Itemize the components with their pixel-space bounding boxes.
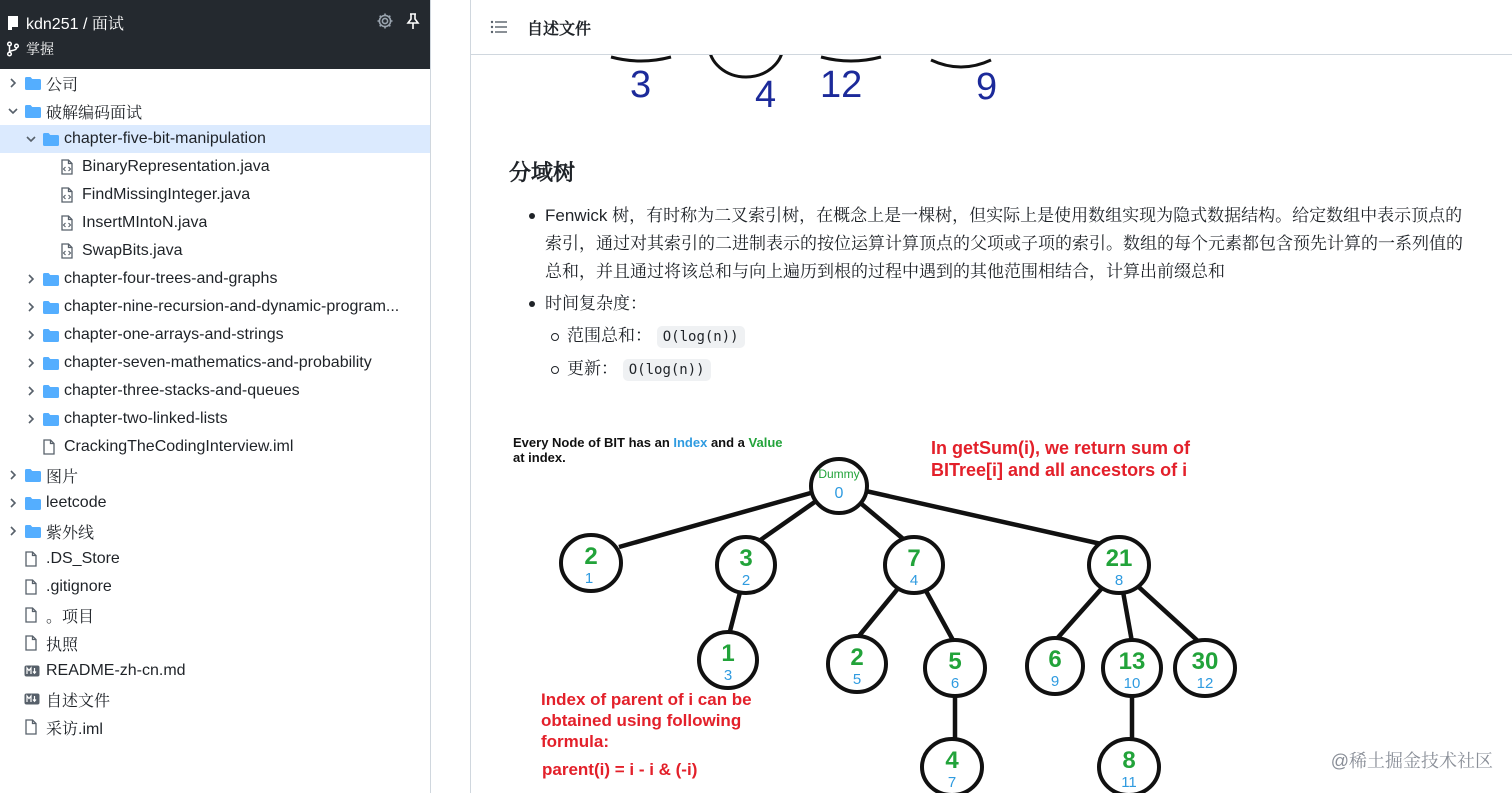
tree-item-label: chapter-five-bit-manipulation bbox=[64, 130, 266, 147]
branch-icon bbox=[6, 41, 20, 57]
tree-item-label: CrackingTheCodingInterview.iml bbox=[64, 438, 294, 455]
tree-item-label: leetcode bbox=[46, 494, 107, 511]
tree-file[interactable] bbox=[0, 685, 431, 713]
tree-item-label: chapter-nine-recursion-and-dynamic-program... bbox=[64, 298, 400, 315]
tree-item-label: chapter-one-arrays-and-strings bbox=[64, 326, 284, 343]
tree-file[interactable] bbox=[0, 545, 431, 573]
tree-item-label: 执照 bbox=[46, 636, 79, 654]
tree-file[interactable] bbox=[0, 181, 431, 209]
node-value: 30 bbox=[1191, 648, 1219, 675]
tree-item-label: 公司 bbox=[46, 76, 79, 94]
tree-folder[interactable] bbox=[0, 377, 431, 405]
tree-item-label: README-zh-cn.md bbox=[46, 662, 186, 679]
node-index: 7 bbox=[947, 774, 957, 791]
list-icon[interactable] bbox=[489, 17, 509, 37]
tree-file[interactable] bbox=[0, 657, 431, 685]
binary-indexed-tree-figure bbox=[509, 432, 1249, 793]
formula-note: formula: bbox=[541, 732, 609, 751]
tree-file[interactable] bbox=[0, 713, 431, 741]
chevron-right-icon[interactable] bbox=[24, 384, 38, 398]
tree-folder[interactable] bbox=[0, 489, 431, 517]
file-code-icon bbox=[60, 187, 78, 203]
readme-title: 自述文件 bbox=[527, 20, 592, 38]
node-index: 4 bbox=[909, 572, 919, 589]
folder-icon bbox=[42, 327, 60, 343]
list-item bbox=[529, 290, 1469, 318]
readme-panel bbox=[470, 0, 1512, 793]
folder-icon bbox=[42, 355, 60, 371]
node-index: 1 bbox=[584, 570, 594, 587]
file-code-icon bbox=[60, 215, 78, 231]
chevron-right-icon[interactable] bbox=[6, 496, 20, 510]
node-value: 2 bbox=[850, 644, 864, 671]
gear-icon[interactable] bbox=[376, 12, 394, 30]
section-heading: 分域树 bbox=[509, 160, 576, 185]
branch-name[interactable]: 掌握 bbox=[26, 41, 54, 57]
formula-note: Index of parent of i can be bbox=[541, 690, 752, 709]
tree-item-label: SwapBits.java bbox=[82, 242, 183, 259]
node-index: 11 bbox=[1121, 774, 1137, 791]
node-value: 6 bbox=[1048, 646, 1062, 673]
repo-icon bbox=[6, 15, 20, 31]
sub-item-label: 范围总和： bbox=[567, 326, 652, 345]
file-icon bbox=[24, 579, 42, 595]
tree-file[interactable] bbox=[0, 209, 431, 237]
tree-folder[interactable] bbox=[0, 321, 431, 349]
tree-item-label: 自述文件 bbox=[46, 692, 111, 710]
formula-note: obtained using following bbox=[541, 711, 742, 730]
tree-item-label: 图片 bbox=[46, 468, 79, 486]
inline-code: O(log(n)) bbox=[657, 326, 745, 348]
pin-icon[interactable] bbox=[404, 12, 422, 30]
folder-icon bbox=[24, 467, 42, 483]
tree-item-label: BinaryRepresentation.java bbox=[82, 158, 270, 175]
node-index: 2 bbox=[741, 572, 751, 589]
file-code-icon bbox=[60, 159, 78, 175]
tree-file[interactable] bbox=[0, 573, 431, 601]
sub-list-item bbox=[529, 322, 1469, 351]
chevron-right-icon[interactable] bbox=[24, 272, 38, 286]
node-index: 0 bbox=[834, 485, 844, 502]
markdown-icon bbox=[24, 663, 42, 679]
node-value: 7 bbox=[907, 545, 921, 572]
file-icon bbox=[24, 607, 42, 623]
chevron-right-icon[interactable] bbox=[24, 412, 38, 426]
tree-file[interactable] bbox=[0, 433, 431, 461]
node-index: 12 bbox=[1196, 675, 1214, 692]
readme-header bbox=[471, 0, 1512, 55]
chevron-right-icon[interactable] bbox=[24, 300, 38, 314]
tree-item-label: chapter-four-trees-and-graphs bbox=[64, 270, 278, 287]
repo-title[interactable]: kdn251 / 面试 bbox=[26, 16, 124, 33]
tree-folder[interactable] bbox=[0, 265, 431, 293]
chevron-right-icon[interactable] bbox=[24, 356, 38, 370]
folder-icon bbox=[24, 75, 42, 91]
folder-icon bbox=[42, 411, 60, 427]
node-index: 6 bbox=[950, 675, 960, 692]
repo-title-row[interactable] bbox=[6, 11, 124, 34]
top-figure-number: 12 bbox=[820, 64, 863, 106]
figure-note: In getSum(i), we return sum of bbox=[931, 438, 1191, 458]
tree-folder[interactable] bbox=[0, 69, 431, 97]
inline-code: O(log(n)) bbox=[623, 359, 711, 381]
file-icon bbox=[24, 719, 42, 735]
chevron-right-icon[interactable] bbox=[6, 524, 20, 538]
node-index: 10 bbox=[1123, 675, 1141, 692]
tree-item-label: InsertMIntoN.java bbox=[82, 214, 208, 231]
tree-item-label: chapter-three-stacks-and-queues bbox=[64, 382, 300, 399]
top-figure-number: 9 bbox=[976, 66, 998, 108]
formula: parent(i) = i - i & (-i) bbox=[542, 760, 698, 779]
list-item-text: 时间复杂度： bbox=[545, 294, 647, 313]
tree-item-label: .gitignore bbox=[46, 578, 112, 595]
tree-item-label: 紫外线 bbox=[46, 524, 95, 542]
tree-folder[interactable] bbox=[0, 293, 431, 321]
chevron-right-icon[interactable] bbox=[6, 468, 20, 482]
sidebar-header bbox=[0, 0, 430, 69]
node-value: 1 bbox=[721, 640, 735, 667]
tree-item-label: chapter-seven-mathematics-and-probability bbox=[64, 354, 372, 371]
tree-file[interactable] bbox=[0, 153, 431, 181]
chevron-down-icon[interactable] bbox=[24, 132, 38, 146]
folder-icon bbox=[42, 383, 60, 399]
file-icon bbox=[24, 635, 42, 651]
tree-item-label: chapter-two-linked-lists bbox=[64, 410, 228, 427]
folder-icon bbox=[24, 495, 42, 511]
node-value: 8 bbox=[1122, 747, 1136, 774]
watermark: @稀土掘金技术社区 bbox=[1330, 751, 1493, 771]
figure-caption-line2: at index. bbox=[513, 450, 566, 465]
file-icon bbox=[42, 439, 60, 455]
list-item: Fenwick 树，有时称为二叉索引树，在概念上是一棵树，但实际上是使用数组实现为隐式数据结构。给定数组中表示顶点的索引，通过对其索引的二进制表示的按位运算计算顶点的父项或子项的索引。数组的每个元素都包含预先计算的一系列值的总和，并且通过将该总和与向上遍历到根的过程中遇到的其他范围相结合，计算出前缀总和 bbox=[529, 202, 1469, 286]
node-value: 21 bbox=[1105, 545, 1133, 572]
folder-icon bbox=[24, 103, 42, 119]
node-value: 2 bbox=[584, 543, 598, 570]
node-index: 9 bbox=[1050, 673, 1060, 690]
tree-folder[interactable] bbox=[0, 461, 431, 489]
sub-item-label: 更新： bbox=[567, 359, 618, 378]
markdown-icon bbox=[24, 691, 42, 707]
branch-row[interactable] bbox=[6, 39, 54, 59]
tree-folder[interactable] bbox=[0, 517, 431, 545]
tree-folder[interactable] bbox=[0, 349, 431, 377]
tree-file[interactable] bbox=[0, 601, 431, 629]
file-tree-sidebar bbox=[0, 0, 431, 793]
tree-folder[interactable] bbox=[0, 125, 431, 153]
figure-caption: Every Node of BIT has an Index and a Value bbox=[513, 435, 783, 450]
folder-icon bbox=[42, 271, 60, 287]
tree-file[interactable] bbox=[0, 237, 431, 265]
tree-item-label: 。项目 bbox=[46, 608, 95, 626]
file-icon bbox=[24, 551, 42, 567]
top-figure-number: 4 bbox=[755, 74, 777, 116]
figure-note: BITree[i] and all ancestors of i bbox=[931, 460, 1188, 480]
folder-icon bbox=[42, 131, 60, 147]
tree-item-label: 破解编码面试 bbox=[46, 104, 143, 122]
node-value: 5 bbox=[948, 648, 962, 675]
chevron-down-icon[interactable] bbox=[6, 104, 20, 118]
tree-folder[interactable] bbox=[0, 405, 431, 433]
node-value: 13 bbox=[1118, 648, 1146, 675]
folder-icon bbox=[24, 523, 42, 539]
sub-list-item bbox=[529, 355, 1469, 384]
chevron-right-icon[interactable] bbox=[6, 76, 20, 90]
top-figure-number: 3 bbox=[630, 64, 652, 106]
tree-item-label: FindMissingInteger.java bbox=[82, 186, 251, 203]
readme-content bbox=[471, 56, 1512, 793]
node-value: 3 bbox=[739, 545, 753, 572]
node-index: 8 bbox=[1114, 572, 1124, 589]
bullet-list bbox=[529, 202, 1469, 384]
tree-file[interactable] bbox=[0, 629, 431, 657]
node-index: 3 bbox=[723, 667, 733, 684]
folder-icon bbox=[42, 299, 60, 315]
node-dummy-label: Dummy bbox=[818, 467, 860, 481]
tree-item-label: 采访.iml bbox=[46, 720, 103, 738]
node-index: 5 bbox=[852, 671, 862, 688]
tree-item-label: .DS_Store bbox=[46, 550, 120, 567]
tree-folder[interactable] bbox=[0, 97, 431, 125]
file-code-icon bbox=[60, 243, 78, 259]
node-value: 4 bbox=[945, 747, 959, 774]
chevron-right-icon[interactable] bbox=[24, 328, 38, 342]
